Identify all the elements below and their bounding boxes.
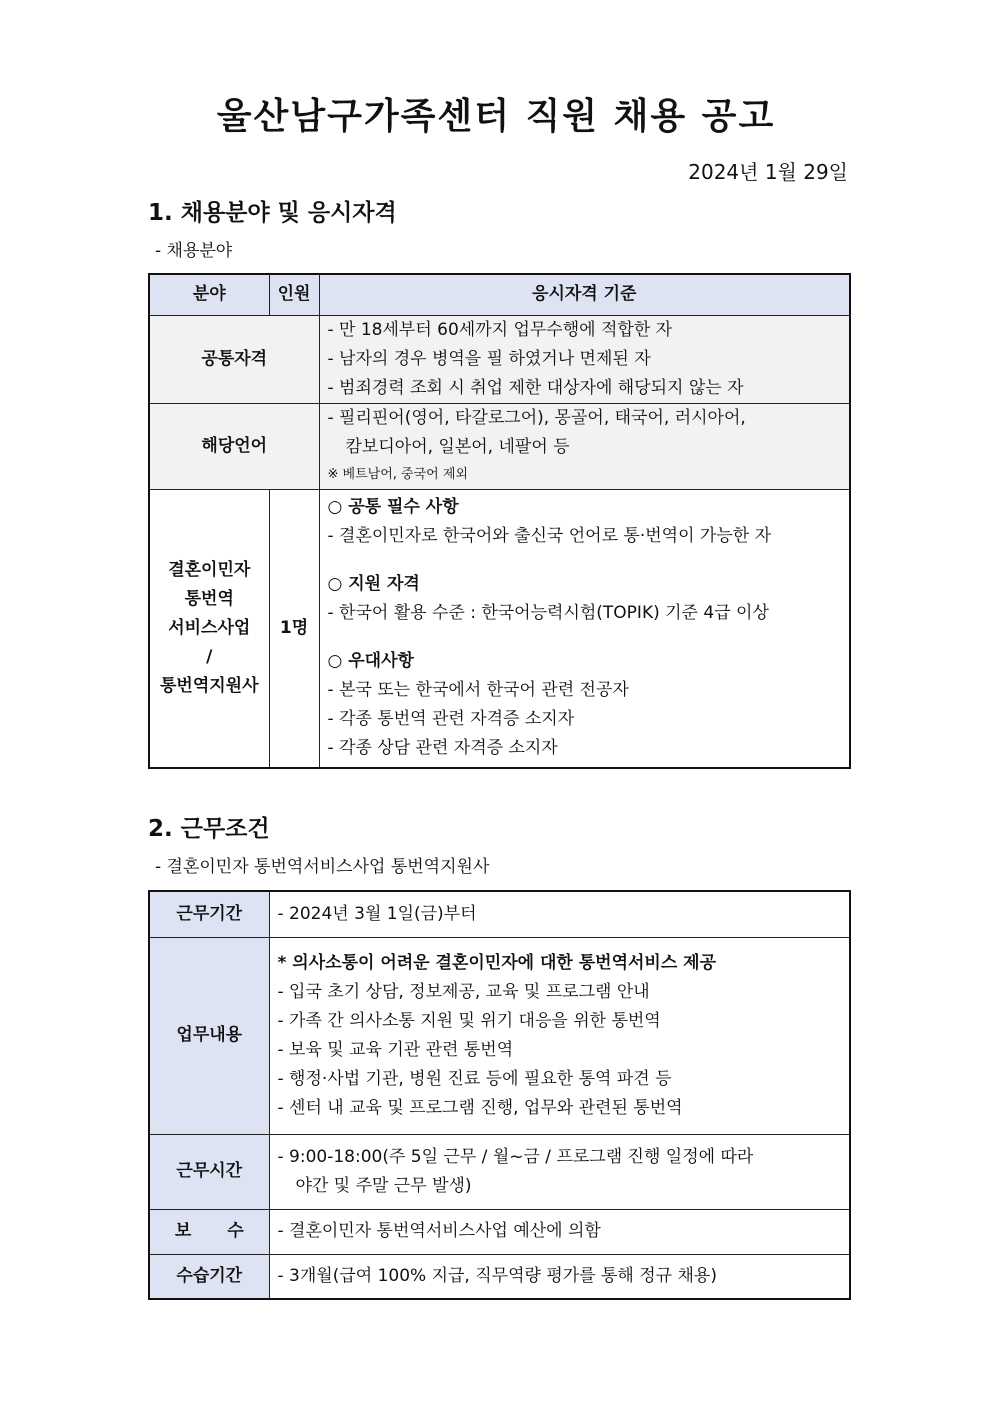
header-field: 분야 (149, 274, 269, 315)
pay-value: - 결혼이민자 통번역서비스사업 예산에 의함 (269, 1209, 850, 1254)
header-count: 인원 (269, 274, 319, 315)
job-count: 1명 (269, 489, 319, 768)
job-label-line: / (206, 646, 213, 667)
pay-label: 보 수 (149, 1209, 269, 1254)
duties-label: 업무내용 (149, 937, 269, 1134)
duties-heading: * 의사소통이 어려운 결혼이민자에 대한 통번역서비스 제공 (277, 952, 717, 973)
req-title: ○ 공통 필수 사항 (327, 497, 459, 518)
duties-line: - 입국 초기 상담, 정보제공, 교육 및 프로그램 안내 (277, 981, 650, 1002)
period-label: 근무기간 (149, 891, 269, 937)
pref-title: ○ 우대사항 (327, 651, 414, 672)
language-note: ※ 베트남어, 중국어 제외 (327, 467, 468, 482)
section2-title: 2. 근무조건 (148, 816, 270, 842)
hours-label: 근무시간 (149, 1134, 269, 1209)
job-label-line: 통번역 (184, 588, 234, 609)
hours-line: 야간 및 주말 근무 발생) (295, 1175, 472, 1196)
duties-line: - 보육 및 교육 기관 관련 통번역 (277, 1039, 514, 1060)
recruitment-table (148, 273, 851, 769)
common-qual-label: 공통자격 (149, 315, 319, 403)
qual-title: ○ 지원 자격 (327, 574, 420, 595)
duties-cell (269, 937, 850, 1134)
duties-line: - 행정·사법 기관, 병원 진료 등에 필요한 통역 파견 등 (277, 1068, 672, 1089)
common-qual-cell (319, 315, 850, 403)
job-label-line: 결혼이민자 (168, 559, 251, 580)
duties-line: - 센터 내 교육 및 프로그램 진행, 업무와 관련된 통번역 (277, 1097, 683, 1118)
job-label-line: 통번역지원사 (159, 675, 259, 696)
pref-line: - 각종 상담 관련 자격증 소지자 (327, 738, 558, 759)
language-cell (319, 403, 850, 489)
pref-line: - 각종 통번역 관련 자격증 소지자 (327, 709, 575, 730)
period-value: - 2024년 3월 1일(금)부터 (269, 891, 850, 937)
probation-label: 수습기간 (149, 1254, 269, 1299)
conditions-table (148, 890, 851, 1300)
duties-line: - 가족 간 의사소통 지원 및 위기 대응을 위한 통번역 (277, 1010, 661, 1031)
hours-line: - 9:00-18:00(주 5일 근무 / 월~금 / 프로그램 진행 일정에 따라 (277, 1146, 754, 1167)
common-qual-line: - 만 18세부터 60세까지 업무수행에 적합한 자 (327, 319, 673, 340)
header-criteria: 응시자격 기준 (319, 274, 850, 315)
hours-cell (269, 1134, 850, 1209)
language-line: 캄보디아어, 일본어, 네팔어 등 (345, 437, 570, 457)
section1-title: 1. 채용분야 및 응시자격 (148, 200, 397, 226)
req-line: - 결혼이민자로 한국어와 출신국 언어로 통·번역이 가능한 자 (327, 526, 771, 547)
section2-sub-label: - 결혼이민자 통번역서비스사업 통번역지원사 (155, 857, 490, 877)
common-qual-line: - 남자의 경우 병역을 필 하였거나 면제된 자 (327, 348, 651, 369)
job-field-label (149, 489, 269, 768)
section1-sub-label: - 채용분야 (155, 241, 233, 261)
job-criteria-cell (319, 489, 850, 768)
pref-line: - 본국 또는 한국에서 한국어 관련 전공자 (327, 680, 629, 701)
qual-line: - 한국어 활용 수준 : 한국어능력시험(TOPIK) 기준 4급 이상 (327, 603, 769, 624)
common-qual-line: - 범죄경력 조회 시 취업 제한 대상자에 해당되지 않는 자 (327, 377, 744, 398)
probation-value: - 3개월(급여 100% 지급, 직무역량 평가를 통해 정규 채용) (269, 1254, 850, 1299)
language-line: - 필리핀어(영어, 타갈로그어), 몽골어, 태국어, 러시아어, (327, 408, 746, 428)
job-label-line: 서비스사업 (168, 617, 251, 638)
page-title: 울산남구가족센터 직원 채용 공고 (216, 96, 776, 137)
language-label: 해당언어 (149, 403, 319, 489)
announcement-date: 2024년 1월 29일 (688, 160, 848, 184)
